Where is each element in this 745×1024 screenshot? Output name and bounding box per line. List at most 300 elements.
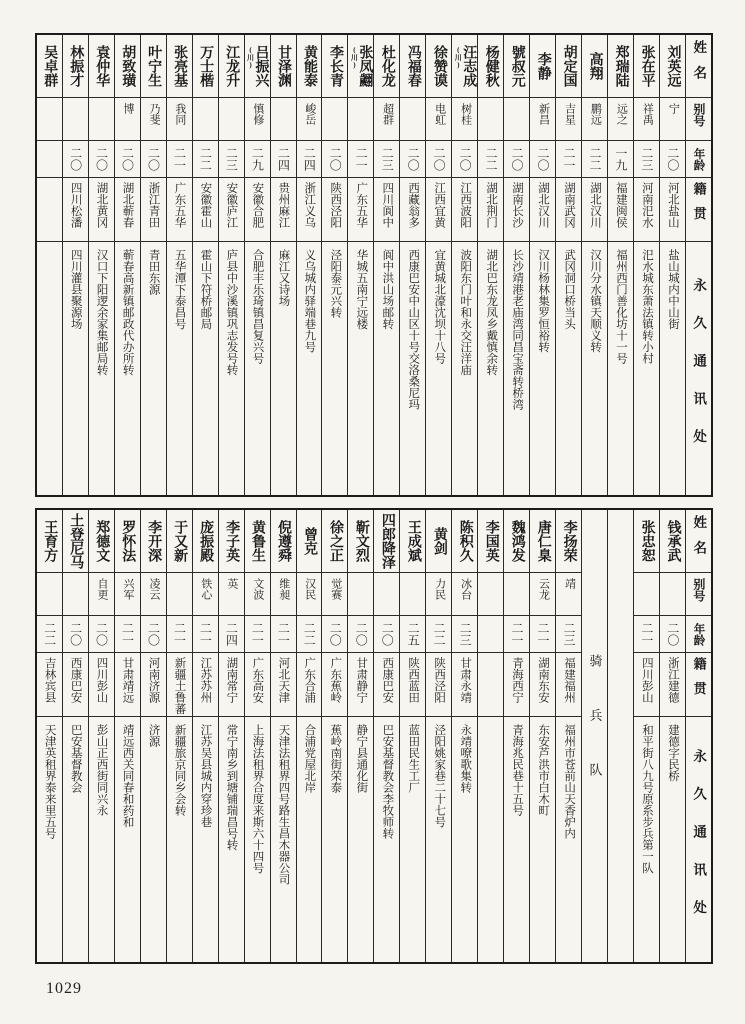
age-cell-text: 二二 [484,147,499,171]
age-cell-text: 二四 [224,622,239,646]
name-cell-text: 林振才 [68,45,84,87]
name-cell-text: 刘英远 [665,45,681,87]
origin-cell-text: 四川阆中 [381,182,394,228]
alias-cell [660,572,685,615]
person-column [37,510,62,962]
address-cell [63,716,88,962]
origin-cell-text: 安徽霍山 [199,182,212,228]
alias-cell [297,572,322,615]
alias-cell-text: 凌云 [147,578,160,600]
origin-cell-text: 湖北蕲春 [121,182,134,228]
address-cell-text: 泾阳姚家巷二十七号 [433,724,446,828]
name-cell [63,510,88,572]
age-cell-text: 二一 [172,147,187,171]
address-cell [37,241,62,495]
age-cell-text: 二九 [250,147,265,171]
address-cell [660,241,685,495]
name-cell [504,510,529,572]
address-cell-text: 华城五南宁远楼 [355,249,368,330]
address-cell [452,241,477,495]
alias-cell [478,97,503,140]
age-cell-text: 二三 [458,622,473,646]
origin-cell-text: 河南济源 [147,657,160,703]
origin-cell-text: 吉林宾县 [43,657,56,703]
person-column [373,510,399,962]
address-cell-text: 福州市苍前山天香炉内 [563,724,576,839]
origin-cell-text: 广东五华 [355,182,368,228]
origin-cell [115,652,140,716]
address-cell [141,716,166,962]
origin-cell-text: 湖南长沙 [511,182,524,228]
alias-cell [271,97,296,140]
origin-cell-text: 湖南东安 [537,657,550,703]
header-name-text: 姓名 [691,40,707,92]
address-cell-text: 巴安基督教会李牧师转 [381,724,394,839]
origin-cell [297,177,322,241]
header-age-label [686,140,711,177]
alias-cell [322,572,347,615]
origin-cell [452,652,477,716]
origin-cell-text: 广东高安 [251,657,264,703]
name-cell-text: 李国英 [483,520,499,562]
address-cell [193,716,218,962]
age-cell-text: 二一 [276,622,291,646]
origin-cell [63,177,88,241]
name-cell-text: 徐赞谟 [431,45,447,87]
name-cell [452,35,477,97]
name-cell-text: 张亮基 [172,45,188,87]
alias-cell [530,97,555,140]
person-column [192,510,218,962]
alias-cell [504,97,529,140]
person-column [296,510,322,962]
age-cell-text: 二〇 [432,147,447,171]
age-cell-text: 二〇 [146,147,161,171]
age-cell-text: 二〇 [380,622,395,646]
name-cell [634,35,659,97]
address-cell [582,241,607,495]
alias-cell-text: 电虹 [433,103,446,125]
age-cell-text: 二四 [302,147,317,171]
alias-cell [37,572,62,615]
age-cell [530,140,555,177]
address-cell [89,241,114,495]
origin-cell-text: 贵州麻江 [277,182,290,228]
origin-cell [322,177,347,241]
origin-cell [297,652,322,716]
alias-cell [582,97,607,140]
name-cell-text: 胡致璜 [120,45,136,87]
address-cell-text: 合浦党屋北岸 [303,724,316,793]
age-cell-text: 二一 [354,147,369,171]
name-cell-text: 唐仁臬 [535,520,551,562]
origin-cell-text: 陕西泾阳 [433,657,446,703]
alias-cell-text: 力民 [433,578,446,600]
alias-cell [245,572,270,615]
person-column [62,35,88,495]
address-cell-text: 彭山正西街同兴永 [95,724,108,816]
origin-cell [504,177,529,241]
name-cell [271,35,296,97]
name-cell [452,510,477,572]
origin-cell [115,177,140,241]
name-cell [167,35,192,97]
name-text: 张凤翽 [357,45,373,87]
alias-cell-text: 超群 [381,103,394,125]
age-cell-text: 二〇 [146,622,161,646]
address-cell [271,716,296,962]
name-cell-text: 高翔 [587,52,603,80]
origin-cell [504,652,529,716]
age-cell [63,140,88,177]
alias-cell-text: 远之 [615,103,628,125]
alias-cell-text: 慎修 [251,103,264,125]
name-cell-text: 袁仲华 [94,45,110,87]
person-column [218,510,244,962]
age-cell-text: 二五 [406,622,421,646]
address-cell-text: 汉川杨林集罗恒裕转 [537,249,550,353]
alias-cell [245,97,270,140]
age-cell-text: 二一 [250,622,265,646]
origin-cell [348,652,373,716]
name-cell-text: 號叔元 [509,45,525,87]
age-cell-text: 二一 [172,622,187,646]
name-cell [608,35,633,97]
name-gloss-text: (川) [246,46,255,69]
address-cell-text: 汉川分水镇天顺义转 [589,249,602,353]
name-cell-text: 土登尼马 [68,513,84,569]
age-cell [608,140,633,177]
address-cell [219,716,244,962]
origin-cell [556,177,581,241]
origin-cell-text: 浙江青田 [147,182,160,228]
address-cell-text: 盐山城内中山街 [666,249,679,330]
address-cell [374,716,399,962]
person-column [659,35,685,495]
person-column [399,510,425,962]
name-cell-text: 徐之正 [327,520,343,562]
address-cell-text: 麻江又诗场 [277,249,290,307]
address-cell [452,716,477,962]
origin-cell-text: 福建闽侯 [614,182,627,228]
address-cell-text: 五华潭下泰昌号 [173,249,186,330]
address-cell-text: 福州西门善化坊十一号 [615,249,628,364]
address-cell-text: 济源 [147,724,160,747]
address-cell [115,716,140,962]
origin-cell-text: 西康巴安 [381,657,394,703]
origin-cell-text: 陕西泾阳 [329,182,342,228]
spacer-column [607,510,633,962]
header-age-text: 年龄 [692,147,705,171]
age-cell [322,140,347,177]
origin-cell [556,652,581,716]
address-cell-text: 青海兆民巷十五号 [511,724,524,816]
alias-cell-text: 靖 [563,578,576,589]
header-alias-label [686,572,711,615]
name-cell [400,510,425,572]
age-cell [193,140,218,177]
origin-cell-text: 四川彭山 [640,657,653,703]
name-cell [193,35,218,97]
origin-cell [426,652,451,716]
header-address-text: 永久通讯处 [691,277,707,467]
age-cell-text: 二〇 [120,147,135,171]
person-column [114,35,140,495]
roster-table-bottom [35,508,713,964]
origin-cell [452,177,477,241]
name-cell [37,510,62,572]
alias-cell [452,572,477,615]
address-cell [556,716,581,962]
origin-cell-text: 江西波阳 [459,182,472,228]
age-cell [219,140,244,177]
alias-cell-text: 我同 [173,103,186,125]
age-cell-text: 一九 [613,147,628,171]
name-cell-text: 杜化龙 [379,45,395,87]
age-cell [89,140,114,177]
name-cell [556,35,581,97]
name-cell-text: 万士楷 [198,45,214,87]
origin-cell [219,177,244,241]
origin-cell-text: 甘肃永靖 [459,657,472,703]
alias-cell [556,97,581,140]
origin-cell [660,177,685,241]
age-cell [634,615,659,652]
address-cell [167,716,192,962]
address-cell-text: 阆中洪山场邮转 [381,249,394,330]
person-column [347,35,373,495]
person-column [373,35,399,495]
origin-cell-text: 青海西宁 [511,657,524,703]
name-cell [89,35,114,97]
name-cell-text: 王育方 [42,520,58,562]
name-cell-text: 郑德文 [94,520,110,562]
age-cell-text: 二〇 [665,622,680,646]
address-cell-text: 东安芦洪市白木町 [537,724,550,816]
alias-cell [530,572,555,615]
person-column [503,35,529,495]
age-cell [478,140,503,177]
name-cell-text: 李开深 [146,520,162,562]
name-cell [141,510,166,572]
header-column [685,35,711,495]
name-cell [426,35,451,97]
age-cell-text: 二一 [536,622,550,646]
age-cell [374,140,399,177]
person-column [270,35,296,495]
alias-cell [348,97,373,140]
person-column [37,35,62,495]
age-cell [426,140,451,177]
spacer-cell [608,510,633,962]
origin-cell-text: 广东蕉岭 [329,657,342,703]
alias-cell-text: 云龙 [537,578,550,600]
alias-cell [634,572,659,615]
name-cell-text: 魏鸿发 [509,520,525,562]
address-cell-text: 义乌城内驿端巷九号 [303,249,316,353]
name-cell [193,510,218,572]
alias-cell [556,572,581,615]
person-column [347,510,373,962]
alias-cell-text: 汉民 [303,578,316,600]
header-origin-label [686,652,711,716]
header-address-label [686,716,711,962]
header-origin-label [686,177,711,241]
alias-cell [374,97,399,140]
header-name-label [686,35,711,97]
address-cell [530,241,555,495]
origin-cell-text: 湖北黄冈 [95,182,108,228]
address-cell-text: 西康巴安中山区十号交洛桑尼玛 [407,249,420,410]
age-cell [400,615,425,652]
address-cell [37,716,62,962]
name-cell [660,510,685,572]
address-cell [634,241,659,495]
address-cell-text: 永靖嘹歌集转 [459,724,472,793]
origin-cell [374,652,399,716]
age-cell-text: 二一 [561,147,576,171]
alias-cell [271,572,296,615]
origin-cell-text: 河北盐山 [666,182,679,228]
origin-cell-text: 河南汜水 [640,182,653,228]
person-column [555,510,581,962]
alias-cell-text: 觉赛 [329,578,342,600]
address-cell [297,716,322,962]
address-cell [63,241,88,495]
name-cell-text: 曾克 [301,527,317,555]
address-cell [115,241,140,495]
alias-cell [452,97,477,140]
address-cell-text: 汜水城东萧法镇转小村 [641,249,654,364]
origin-cell-text: 甘肃靖远 [121,657,134,703]
name-cell-text: 王成斌 [405,520,421,562]
origin-cell-text: 西藏翁多 [407,182,420,228]
address-cell-text: 靖远西关同春和药和 [121,724,134,828]
age-cell-text: 二〇 [665,147,680,171]
alias-cell [89,572,114,615]
origin-cell-text: 湖北汉川 [588,182,601,228]
age-cell-text: 二二 [302,622,317,646]
address-cell [374,241,399,495]
origin-cell [89,652,114,716]
age-cell [582,140,607,177]
name-cell [245,35,270,97]
person-column [296,35,322,495]
origin-cell [322,652,347,716]
age-cell-text: 二〇 [354,622,369,646]
age-cell [245,615,270,652]
age-cell [478,615,503,652]
alias-cell [297,97,322,140]
name-cell-text: 李子英 [224,520,240,562]
origin-cell-text: 甘肃静宁 [355,657,368,703]
address-cell-text: 合肥丰乐琦镇昌复兴号 [251,249,264,364]
person-column [451,35,477,495]
age-cell [322,615,347,652]
origin-cell [608,177,633,241]
person-column [192,35,218,495]
address-cell [297,241,322,495]
name-cell [530,510,555,572]
address-cell-text: 和平街八九号原系步兵第一队 [641,724,654,874]
alias-cell-text: 宁 [667,103,680,114]
name-cell [530,35,555,97]
address-cell [426,241,451,495]
origin-cell [89,177,114,241]
origin-cell [245,177,270,241]
origin-cell-text: 安徽合肥 [251,182,264,228]
section-divider-label: 骑兵队 [587,654,603,818]
header-name-label [686,510,711,572]
age-cell [37,140,62,177]
age-cell [556,140,581,177]
origin-cell [374,177,399,241]
origin-cell-text: 四川松潘 [69,182,82,228]
name-cell-text: 黄剑 [431,527,447,555]
alias-cell-text: 祥禹 [641,103,654,125]
name-cell [115,35,140,97]
origin-cell [426,177,451,241]
origin-cell [634,177,659,241]
person-column [166,510,192,962]
address-cell [426,716,451,962]
address-cell [245,241,270,495]
age-cell-text: 二〇 [94,622,109,646]
age-cell-text: 二一 [510,622,525,646]
alias-cell [63,97,88,140]
age-cell-text: 二一 [198,622,213,646]
name-cell [660,35,685,97]
person-column [529,35,555,495]
origin-cell [141,652,166,716]
origin-cell-text: 河北天津 [277,657,290,703]
alias-cell [89,97,114,140]
age-cell-text: 二〇 [94,147,109,171]
person-column [633,35,659,495]
alias-cell-text: 文波 [251,578,264,600]
name-cell-text: 黄鲁生 [250,520,266,562]
alias-cell-text: 新昌 [537,103,550,125]
roster-table-top [35,33,713,497]
age-cell-text: 二二 [42,622,57,646]
address-cell-text: 上海法租界合度来斯六十四号 [251,724,264,874]
age-cell-text: 二〇 [458,147,473,171]
age-cell [37,615,62,652]
alias-cell-text: 吉星 [563,103,576,125]
name-cell [478,510,503,572]
age-cell [63,615,88,652]
origin-cell-text: 湖北汉川 [537,182,550,228]
age-cell [660,140,685,177]
alias-cell [193,572,218,615]
header-alias-label [686,97,711,140]
name-cell [89,510,114,572]
address-cell [634,716,659,962]
name-cell [115,510,140,572]
header-name-text: 姓名 [691,515,707,567]
alias-cell [115,572,140,615]
name-cell [297,35,322,97]
name-cell [141,35,166,97]
person-column [659,510,685,962]
name-cell [374,35,399,97]
name-cell-text [454,45,475,87]
header-column [685,510,711,962]
name-text: 吕振兴 [253,45,269,87]
age-cell [89,615,114,652]
name-cell-text [350,45,371,87]
alias-cell [634,97,659,140]
